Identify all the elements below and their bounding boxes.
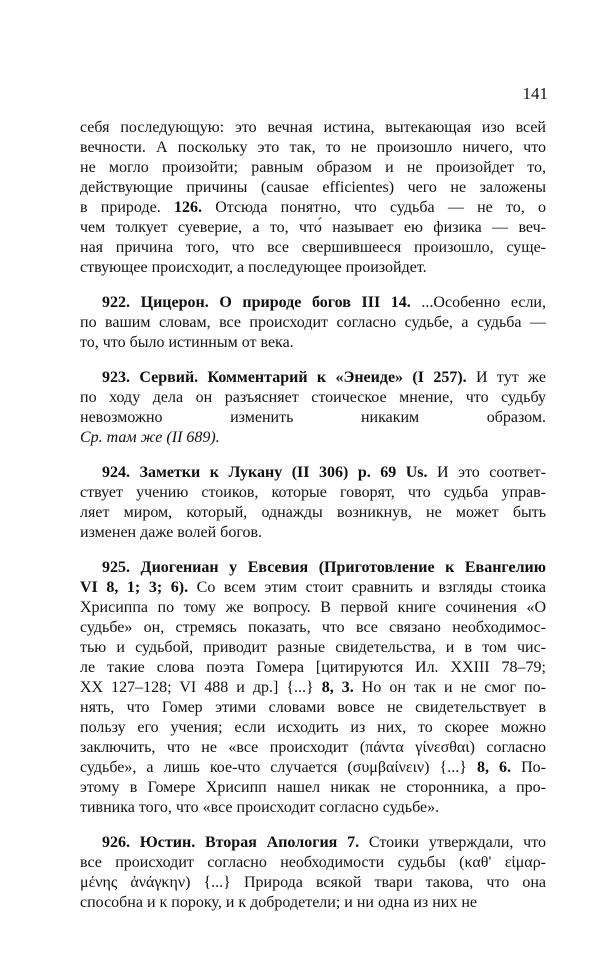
- text-line: [80, 798, 546, 818]
- text-run: в природе.: [80, 199, 174, 216]
- text-line: [80, 258, 546, 278]
- text-run: способна и к пороку, и к добродетели; и ни одна из них не: [80, 894, 477, 911]
- text-run: этому в Гомере Хрисипп нашел никак не сторонника, а про-: [80, 779, 546, 796]
- text-run: по ходу дела он разъясняет стоическое мнение, что судьбу: [80, 389, 546, 406]
- entry-heading: 8, 3.: [321, 679, 354, 696]
- text-line: [80, 463, 546, 483]
- text-run: то, что было истинным от века.: [80, 334, 294, 351]
- paragraph-p924: [80, 463, 546, 543]
- text-line: [80, 758, 546, 778]
- text-run: вечности. А поскольку это так, то не произошло ничего, что: [80, 139, 546, 156]
- entry-heading: 926. Юстин. Вторая Апология 7.: [102, 834, 360, 851]
- text-run: не могло произойти; равным образом и не произойдет то,: [80, 159, 546, 176]
- text-line: [80, 483, 546, 503]
- text-line: [80, 578, 546, 598]
- text-run: ная причина того, что все свершившееся произошло, суще-: [80, 239, 546, 256]
- text-run: действующие причины (causae efficientes) чего не заложены: [80, 179, 546, 196]
- text-run: все происходит согласно необходимости судьбы (καθ' εἱμαρ-: [80, 854, 546, 871]
- text-run: по вашим словам, все происходит согласно судьбе, а судьба —: [80, 314, 546, 331]
- text-run: невозможно изменить никаким образом.: [80, 409, 546, 426]
- text-run: ...Особенно если,: [410, 294, 546, 311]
- text-run: Отсюда понятно, что судьба — не то, о: [201, 199, 546, 216]
- text-run: судьбе», а лишь кое-что случается (συμβαίνειν) {...}: [80, 759, 477, 776]
- text-line: [80, 178, 546, 198]
- text-line: [80, 503, 546, 523]
- text-run: И это соответ-: [427, 464, 547, 481]
- text-line: [80, 368, 546, 388]
- text-line: [80, 778, 546, 798]
- text-run: XX 127–128; VI 488 и др.] {...}: [80, 679, 322, 696]
- text-run: тью и судьбой, приводит разные свидетельства, и в том чис-: [80, 639, 546, 656]
- paragraph-p925: [80, 558, 546, 818]
- entry-heading: 8, 6.: [476, 759, 512, 776]
- text-run: По-: [511, 759, 546, 776]
- text-line: [80, 293, 546, 313]
- text-run: μένης ἀνάγκην) {...} Природа всякой твари такова, что она: [80, 874, 546, 891]
- entry-heading: 925. Диогениан у Евсевия (Приготовление к Евангелию: [102, 559, 546, 576]
- text-line: [80, 678, 546, 698]
- text-run: ствует учению стоиков, которые говорят, что судьба управ-: [80, 484, 546, 501]
- body-text: [80, 118, 546, 928]
- entry-heading: 924. Заметки к Лукану (II 306) p. 69 Us.: [102, 464, 428, 481]
- text-line: [80, 873, 546, 893]
- text-line: [80, 218, 546, 238]
- paragraph-p926: [80, 833, 546, 913]
- text-line: [80, 158, 546, 178]
- text-line: [80, 428, 546, 448]
- text-line: [80, 333, 546, 353]
- entry-heading: 922. Цицерон. О природе богов III 14.: [102, 294, 411, 311]
- text-run: Стоики утверждали, что: [359, 834, 546, 851]
- text-line: [80, 138, 546, 158]
- text-run: заключить, что не «все происходит (πάντα γίνεσθαι) согласно: [80, 739, 546, 756]
- text-line: [80, 238, 546, 258]
- text-run: нять, что Гомер этими словами вовсе не свидетельствует в: [80, 699, 546, 716]
- text-line: [80, 718, 546, 738]
- text-run: И тут же: [466, 369, 546, 386]
- text-run: пользу его учения; если исходить из них, то скорее можно: [80, 719, 546, 736]
- text-line: [80, 618, 546, 638]
- text-line: [80, 118, 546, 138]
- entry-heading: 923. Сервий. Комментарий к «Энеиде» (I 257).: [102, 369, 467, 386]
- text-run: себя последующую: это вечная истина, вытекающая изо всей: [80, 119, 546, 136]
- text-run: ляет миром, который, однажды возникнув, не может быть: [80, 504, 546, 521]
- text-run: ле такие слова поэта Гомера [цитируются Ил. XXIII 78–79;: [80, 659, 546, 676]
- paragraph-p923: [80, 368, 546, 448]
- text-run: чем толкует суеверие, а то, что́ называет ею физика — веч-: [80, 219, 546, 236]
- text-run: судьбе» он, стремясь показать, что все связано необходимос-: [80, 619, 546, 636]
- text-run: изменен даже волей богов.: [80, 524, 263, 541]
- text-line: [80, 698, 546, 718]
- entry-heading: 126.: [173, 199, 202, 216]
- text-run: Со всем этим стоит сравнить и взгляды стоика: [188, 579, 547, 596]
- paragraph-p922: [80, 293, 546, 353]
- cross-reference: Ср. там же (II 689).: [80, 429, 220, 446]
- text-line: [80, 833, 546, 853]
- text-line: [80, 198, 546, 218]
- text-line: [80, 558, 546, 578]
- text-line: [80, 893, 546, 913]
- text-line: [80, 658, 546, 678]
- text-line: [80, 738, 546, 758]
- text-run: Хрисиппа по тому же вопросу. В первой книге сочинения «О: [80, 599, 546, 616]
- text-line: [80, 313, 546, 333]
- text-line: [80, 523, 546, 543]
- paragraph-p0: [80, 118, 546, 278]
- text-run: тивника того, что «все происходит согласно судьбе».: [80, 799, 440, 816]
- text-line: [80, 408, 546, 428]
- text-line: [80, 388, 546, 408]
- text-line: [80, 853, 546, 873]
- text-run: Но он так и не смог по-: [353, 679, 547, 696]
- text-line: [80, 598, 546, 618]
- entry-heading: VI 8, 1; 3; 6).: [80, 579, 189, 596]
- text-run: ствующее происходит, а последующее произойдет.: [80, 259, 427, 276]
- text-line: [80, 638, 546, 658]
- page-number: 141: [522, 84, 548, 103]
